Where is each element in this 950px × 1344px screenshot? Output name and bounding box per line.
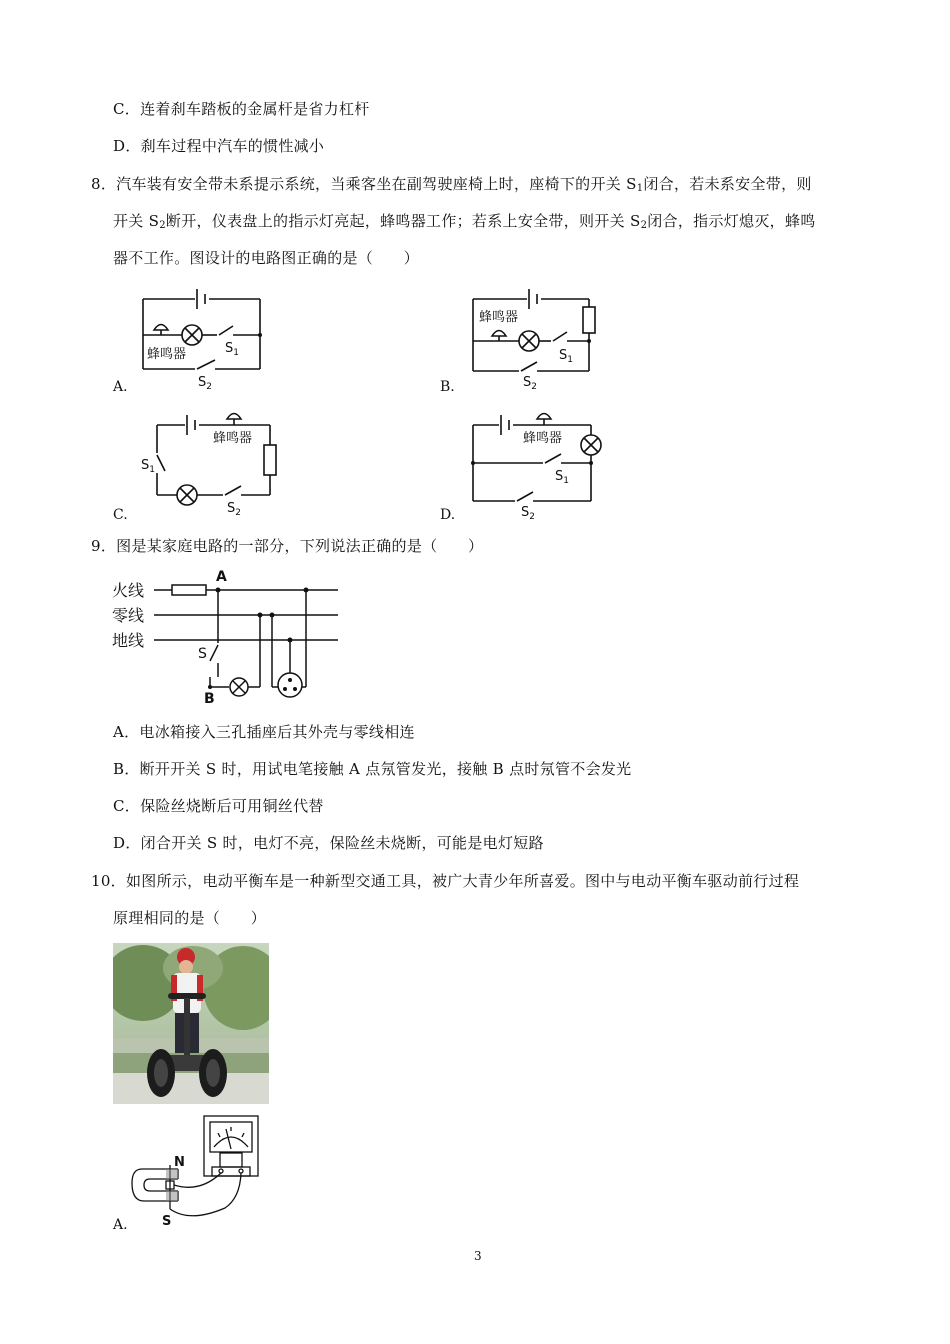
- buzzer-label: 蜂鸣器: [479, 310, 519, 325]
- q8-circuit-d: [465, 405, 610, 520]
- magnet-n-label: N: [174, 1155, 185, 1170]
- s1-label: $S_1$: [559, 348, 573, 365]
- q8-circuit-c: [135, 405, 285, 520]
- q8-stem-line1: 8．汽车装有安全带未系提示系统，当乘客坐在副驾驶座椅上时，座椅下的开关 $S_1$闭合，若未系安全带，则: [91, 175, 812, 194]
- q7-option-d: D．刹车过程中汽车的惯性减小: [113, 137, 325, 155]
- switch-s-label: S: [198, 646, 207, 662]
- q10-option-a-label: A.: [113, 1217, 128, 1233]
- s1-label: $S_1$: [555, 469, 569, 486]
- point-a-label: A: [216, 569, 227, 585]
- ground-wire-label: 地线: [112, 631, 145, 650]
- q9-option-c: C．保险丝烧断后可用铜丝代替: [113, 797, 324, 815]
- q10-stem-line1: 10．如图所示，电动平衡车是一种新型交通工具，被广大青少年所喜爱。图中与电动平衡车驱动前行过程: [91, 872, 800, 890]
- s1-label: $S_1$: [225, 341, 239, 358]
- q10-stem-line2: 原理相同的是（ ）: [113, 909, 267, 927]
- point-b-label: B: [204, 691, 215, 707]
- buzzer-label: 蜂鸣器: [147, 347, 187, 362]
- q8-circuit-b: [465, 285, 605, 390]
- q8-label-d: D.: [440, 507, 456, 523]
- q9-option-b: B．断开开关 S 时，用试电笔接触 A 点氖管发光，接触 B 点时氖管不会发光: [113, 760, 632, 778]
- q8-circuit-a: [135, 285, 270, 390]
- q9-household-circuit: [110, 565, 350, 710]
- q8-label-c: C.: [113, 507, 128, 523]
- neutral-wire-label: 零线: [112, 606, 145, 625]
- q10-option-a-figure: [130, 1113, 270, 1231]
- q9-option-d: D．闭合开关 S 时，电灯不亮，保险丝未烧断，可能是电灯短路: [113, 834, 544, 852]
- s2-label: $S_2$: [521, 505, 535, 520]
- live-wire-label: 火线: [112, 581, 145, 600]
- s2-label: $S_2$: [523, 375, 537, 390]
- q8-label-b: B.: [440, 379, 455, 395]
- q9-stem: 9．图是某家庭电路的一部分，下列说法正确的是（ ）: [91, 537, 484, 555]
- q8-stem-line3: 器不工作。图设计的电路图正确的是（ ）: [113, 249, 420, 267]
- balance-scooter-photo: [113, 943, 269, 1104]
- buzzer-label: 蜂鸣器: [523, 431, 563, 446]
- q8-label-a: A.: [113, 379, 128, 395]
- q8-stem-line2: 开关 $S_2$断开，仪表盘上的指示灯亮起，蜂鸣器工作；若系上安全带，则开关 $S_2$闭合，指示灯熄灭，蜂鸣: [113, 212, 816, 231]
- page-number: 3: [474, 1249, 482, 1263]
- buzzer-label: 蜂鸣器: [213, 431, 253, 446]
- s2-label: $S_2$: [227, 501, 241, 518]
- q7-option-c: C．连着刹车踏板的金属杆是省力杠杆: [113, 100, 370, 118]
- s1-label: $S_1$: [141, 458, 155, 475]
- s2-label: $S_2$: [198, 375, 212, 390]
- magnet-s-label: S: [162, 1214, 172, 1229]
- q9-option-a: A．电冰箱接入三孔插座后其外壳与零线相连: [113, 723, 415, 741]
